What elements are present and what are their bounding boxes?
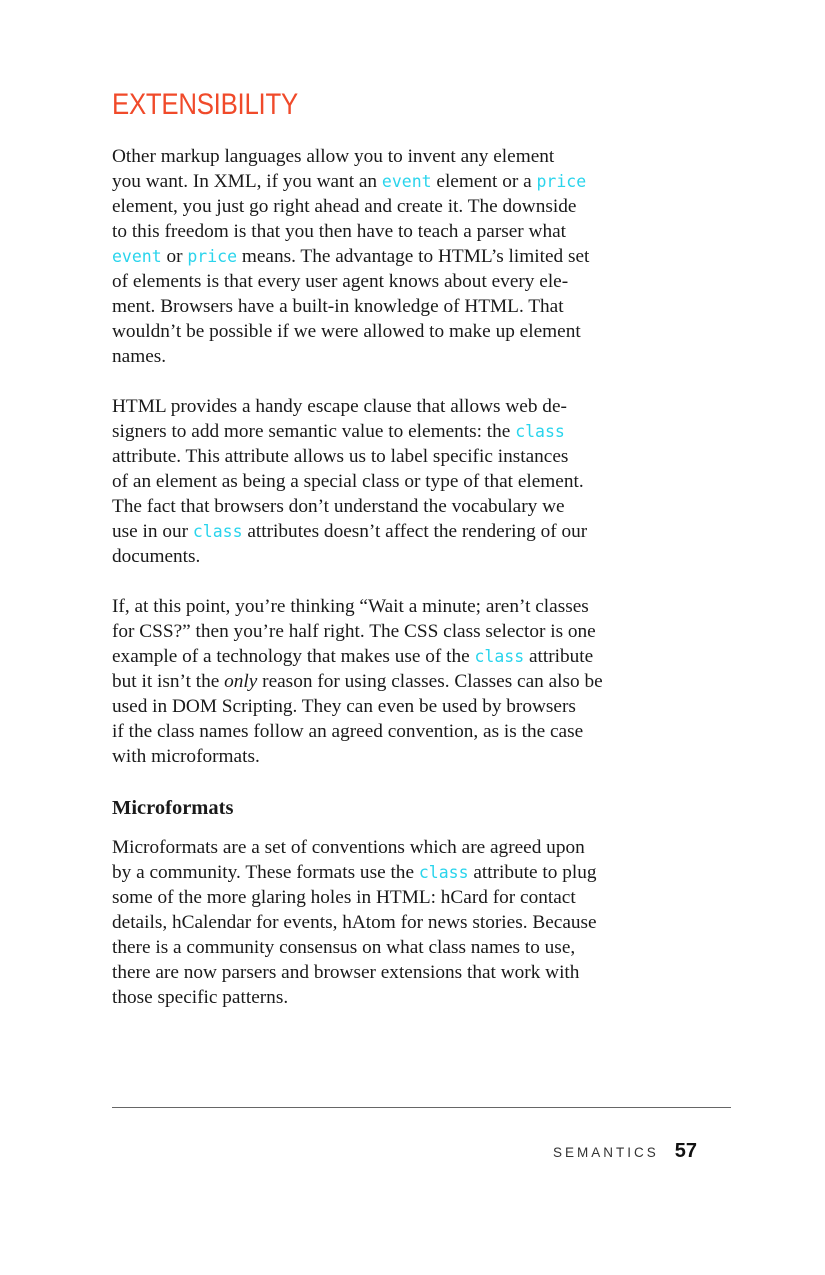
page-footer — [553, 1140, 697, 1163]
section-title: EXTENSIBILITY — [112, 88, 298, 121]
paragraph-extensibility-intro — [112, 144, 672, 369]
text-line: details, hCalendar for events, hAtom for news stories. Because — [112, 912, 597, 933]
text-line: by a community. These formats use the class attribute to plug — [112, 862, 597, 883]
text-line: event or price means. The advantage to HTML’s limited set — [112, 246, 590, 267]
text-line: example of a technology that makes use of the class attribute — [112, 646, 594, 667]
subsection-title: Microformats — [112, 797, 234, 819]
text-line: there are now parsers and browser extensions that work with — [112, 962, 580, 983]
paragraph-css-classes — [112, 594, 672, 769]
paragraph-class-attribute — [112, 394, 672, 569]
text-line: with microformats. — [112, 746, 260, 767]
emphasis-only: only — [224, 671, 258, 692]
page-number: 57 — [674, 1140, 697, 1162]
code-class: class — [192, 522, 243, 541]
text-line: if the class names follow an agreed convention, as is the case — [112, 721, 584, 742]
text-line: ment. Browsers have a built-in knowledge of HTML. That — [112, 296, 564, 317]
text-line: you want. In XML, if you want an event element or a price — [112, 171, 587, 192]
text-line: for CSS?” then you’re half right. The CSS class selector is one — [112, 621, 596, 642]
code-price: price — [187, 247, 238, 266]
text-line: signers to add more semantic value to elements: the class — [112, 421, 565, 442]
text-line: used in DOM Scripting. They can even be used by browsers — [112, 696, 576, 717]
text-line: documents. — [112, 546, 201, 567]
text-line: HTML provides a handy escape clause that allows web de- — [112, 396, 567, 417]
code-class: class — [515, 422, 565, 441]
text-line: of elements is that every user agent knows about every ele- — [112, 271, 569, 292]
text-line: use in our class attributes doesn’t affect the rendering of our — [112, 521, 588, 542]
text-line: to this freedom is that you then have to teach a parser what — [112, 221, 567, 242]
text-line: there is a community consensus on what class names to use, — [112, 937, 576, 958]
text-line: If, at this point, you’re thinking “Wait a minute; aren’t classes — [112, 596, 589, 617]
text-line: Microformats are a set of conventions which are agreed upon — [112, 837, 585, 858]
text-line: but it isn’t the only reason for using classes. Classes can also be — [112, 671, 603, 692]
footer-divider — [112, 1107, 731, 1108]
text-line: attribute. This attribute allows us to label specific instances — [112, 446, 569, 467]
text-line: The fact that browsers don’t understand the vocabulary we — [112, 496, 565, 517]
text-line: of an element as being a special class or type of that element. — [112, 471, 584, 492]
code-class: class — [474, 647, 525, 666]
running-head: SEMANTICS — [552, 1145, 659, 1160]
page-body — [112, 80, 672, 1035]
code-event: event — [381, 172, 432, 191]
text-line: names. — [112, 346, 167, 367]
code-class: class — [418, 863, 469, 882]
code-price: price — [536, 172, 587, 191]
text-line: some of the more glaring holes in HTML: hCard for contact — [112, 887, 576, 908]
code-event: event — [112, 247, 162, 266]
text-line: those specific patterns. — [112, 987, 289, 1008]
paragraph-microformats — [112, 835, 672, 1010]
text-line: Other markup languages allow you to invent any element — [112, 146, 555, 167]
text-line: element, you just go right ahead and create it. The downside — [112, 196, 577, 217]
text-line: wouldn’t be possible if we were allowed to make up element — [112, 321, 581, 342]
